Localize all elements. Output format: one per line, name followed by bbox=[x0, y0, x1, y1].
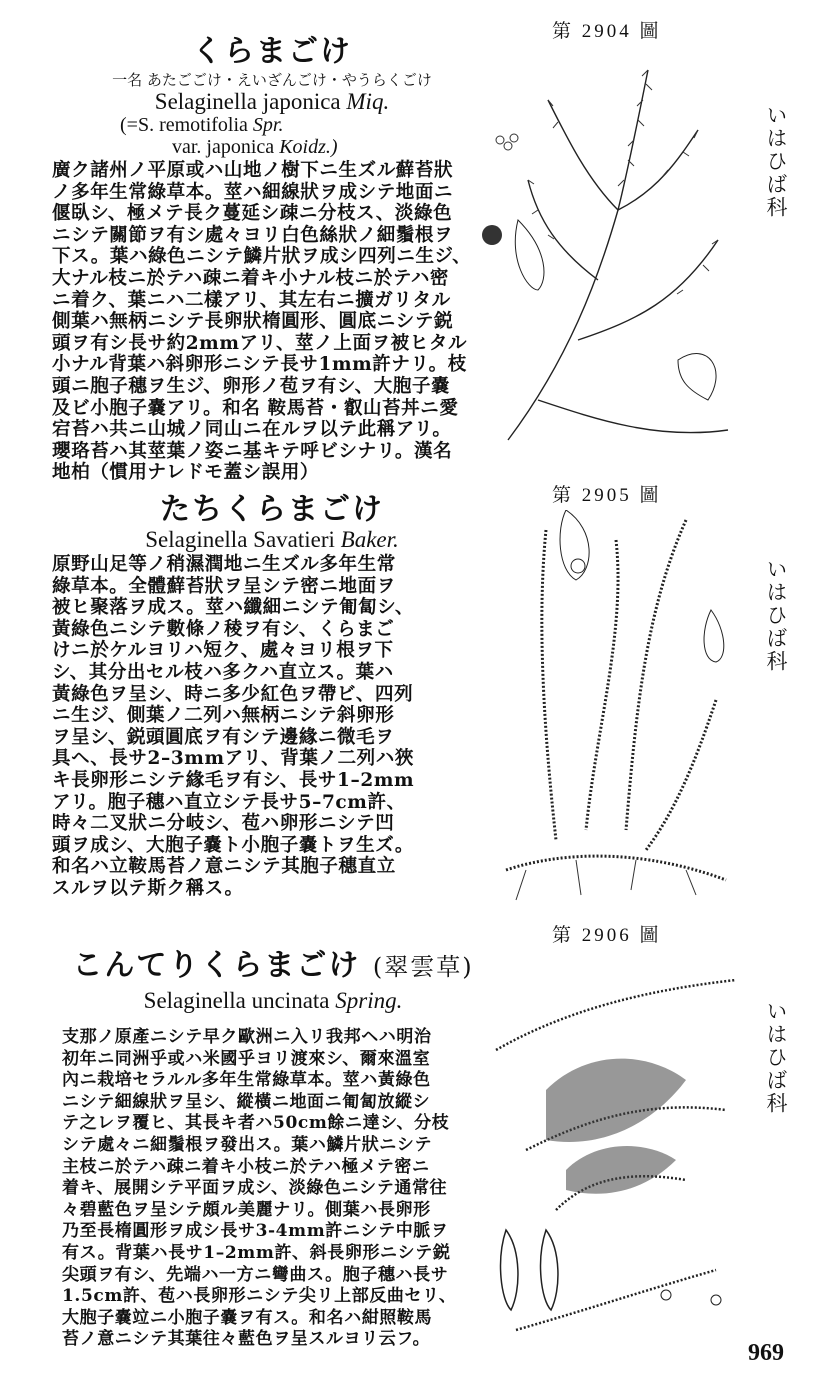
body-line: 被ヒ聚落ヲ成ス。莖ハ纖細ニシテ匍匐シ、 bbox=[52, 597, 414, 619]
plant-illustration-2905 bbox=[486, 510, 746, 910]
synonym-author: Spr. bbox=[252, 114, 284, 136]
body-line: 乃至長楕圓形ヲ成シ長サ3-4mm許ニシテ中脈ヲ bbox=[62, 1221, 449, 1242]
entry-title bbox=[50, 948, 496, 985]
body-line: 主枝ニ於テハ疎ニ着キ小枝ニ於テハ極メテ密ニ bbox=[62, 1156, 430, 1177]
body-line: ニシテ細線狀ヲ呈シ、縱橫ニ地面ニ匍匐放縱シ bbox=[62, 1091, 431, 1112]
synonym-author: Koidz.) bbox=[279, 136, 338, 158]
page-number: 969 bbox=[748, 1340, 784, 1366]
body-line: 和名ハ立鞍馬苔ノ意ニシテ其胞子穗直立 bbox=[52, 856, 396, 878]
body-line: シ、其分出セル枝ハ多クハ直立ス。葉ハ bbox=[52, 661, 394, 683]
synonym-text: (=S. remotifolia bbox=[120, 114, 248, 136]
body-line: 1.5cm許、苞ハ長卵形ニシテ尖リ上部反曲セリ、 bbox=[62, 1286, 457, 1307]
body-line: 初年ニ同洲乎或ハ米國乎ヨリ渡來シ、爾來溫室 bbox=[62, 1048, 431, 1069]
body-line: 頭ヲ有シ長サ約2mmアリ、莖ノ上面ヲ被ヒタル bbox=[52, 332, 468, 354]
body-line: 々碧藍色ヲ呈シテ頗ル美麗ナリ。側葉ハ長卵形 bbox=[62, 1199, 431, 1220]
entry-title: くらまごけ bbox=[192, 34, 352, 69]
body-line: 宕苔ハ共ニ山城ノ同山ニ在ルヲ以テ此稱アリ。 bbox=[52, 419, 452, 441]
sci-author: Baker. bbox=[340, 527, 399, 552]
entry-tachikuramagoke bbox=[52, 492, 492, 900]
scientific-name bbox=[52, 90, 492, 114]
body-line: ノ多年生常綠草本。莖ハ細線狀ヲ成シテ地面ニ bbox=[52, 181, 454, 203]
body-line: 黃綠色ヲ呈シ、時ニ多少紅色ヲ帶ビ、四列 bbox=[52, 683, 414, 705]
alternate-names: 一名 あたごごけ・えいざんごけ・やうらくごけ bbox=[112, 71, 432, 89]
title-kanji: (翠雲草) bbox=[372, 953, 474, 981]
body-line: 原野山足等ノ稍濕潤地ニ生ズル多年生常 bbox=[52, 554, 396, 575]
body-line: 具ヘ、長サ2–3mmアリ、背葉ノ二列ハ狹 bbox=[52, 748, 414, 770]
body-line: シテ處々ニ細鬚根ヲ發出ス。葉ハ鱗片狀ニシテ bbox=[62, 1134, 433, 1155]
body-line: 偃臥シ、極メテ長ク蔓延シ疎ニ分枝ス、淡綠色 bbox=[52, 203, 453, 225]
plant-illustration-2904 bbox=[478, 60, 748, 460]
body-line: 有ス。背葉ハ長サ1–2mm許、斜長卵形ニシテ鋭 bbox=[62, 1242, 451, 1263]
body-line: テ之レヲ覆ヒ、其長キ者ハ50cm餘ニ達シ、分枝 bbox=[62, 1113, 450, 1134]
body-line: 大ナル枝ニ於テハ疎ニ着キ小ナル枝ニ於テハ密 bbox=[52, 267, 450, 289]
body-line: 綠草本。全體蘚苔狀ヲ呈シテ密ニ地面ヲ bbox=[52, 575, 396, 597]
entry-body bbox=[52, 554, 492, 900]
sci-name: Selaginella uncinata bbox=[143, 988, 330, 1013]
figure-label-2904: 第 2904 圖 bbox=[552, 21, 662, 42]
synonym-1 bbox=[52, 114, 492, 136]
family-label: いはひば科 bbox=[764, 1000, 788, 1115]
entry-kuramagoke bbox=[52, 34, 492, 484]
body-line: 小ナル背葉ハ斜卵形ニシテ長サ1mm許ナリ。枝 bbox=[52, 354, 467, 376]
body-line: 廣ク諸州ノ平原或ハ山地ノ樹下ニ生ズル蘚苔狀 bbox=[52, 160, 454, 181]
entry-konterikuramagoke bbox=[50, 948, 496, 1351]
family-label: いはひば科 bbox=[764, 558, 788, 673]
body-line: 地柏（慣用ナレドモ蓋シ誤用） bbox=[52, 462, 320, 484]
body-line: 苔ノ意ニシテ其葉往々藍色ヲ呈スルヨリ云フ。 bbox=[62, 1329, 431, 1350]
body-line: 大胞子嚢竝ニ小胞子嚢ヲ有ス。和名ハ紺照鞍馬 bbox=[62, 1307, 433, 1328]
body-line: ニシテ關節ヲ有シ處々ヨリ白色絲狀ノ細鬚根ヲ bbox=[52, 224, 454, 246]
body-line: 側葉ハ無柄ニシテ長卵狀楕圓形、圓底ニシテ鋭 bbox=[52, 311, 454, 333]
sci-author: Miq. bbox=[346, 89, 390, 114]
sci-author: Spring. bbox=[335, 988, 403, 1013]
sci-name: Selaginella Savatieri bbox=[145, 527, 335, 552]
synonym-2 bbox=[52, 136, 492, 158]
entry-title: たちくらまごけ bbox=[160, 492, 384, 527]
body-line: ニ着ク、葉ニハ二樣アリ、其左右ニ擴ガリタル bbox=[52, 289, 451, 311]
body-line: 瓔珞苔ハ其莖葉ノ姿ニ基キテ呼ビシナリ。漢名 bbox=[52, 440, 453, 462]
entry-body bbox=[52, 160, 492, 484]
body-line: ニ生ジ、側葉ノ二列ハ無柄ニシテ斜卵形 bbox=[52, 705, 395, 727]
plant-illustration-2906 bbox=[486, 950, 746, 1340]
body-line: 下ス。葉ハ綠色ニシテ鱗片狀ヲ成シ四列ニ生ジ、 bbox=[52, 246, 472, 268]
body-line: スルヲ以テ斯ク稱ス。 bbox=[52, 877, 244, 899]
entry-body bbox=[50, 1027, 496, 1351]
body-line: 支那ノ原產ニシテ早ク歐洲ニ入リ我邦ヘハ明治 bbox=[62, 1027, 432, 1047]
scientific-name bbox=[52, 528, 492, 552]
body-line: アリ。胞子穗ハ直立シテ長サ5–7cm許、 bbox=[52, 791, 406, 813]
figure-label-2905: 第 2905 圖 bbox=[552, 485, 662, 506]
body-line: 內ニ栽培セラルル多年生常綠草本。莖ハ黃綠色 bbox=[62, 1070, 431, 1091]
scientific-name bbox=[50, 989, 496, 1013]
body-line: 黃綠色ニシテ數條ノ稜ヲ有シ、くらまご bbox=[52, 618, 395, 640]
body-line: 及ビ小胞子嚢アリ。和名 鞍馬苔・叡山苔丼ニ愛 bbox=[52, 397, 459, 419]
family-label: いはひば科 bbox=[764, 104, 788, 219]
body-line: ヲ呈シ、鋭頭圓底ヲ有シテ邊緣ニ微毛ヲ bbox=[52, 726, 395, 748]
body-line: 尖頭ヲ有シ、先端ハ一方ニ彎曲ス。胞子穗ハ長サ bbox=[62, 1264, 449, 1285]
title-kana: こんてりくらまごけ bbox=[72, 948, 361, 983]
body-line: けニ於ケルヨリハ短ク、處々ヨリ根ヲ下 bbox=[52, 640, 394, 662]
body-line: 頭ヲ成シ、大胞子嚢ト小胞子嚢トヲ生ズ。 bbox=[52, 834, 414, 856]
sci-name: Selaginella japonica bbox=[154, 89, 341, 114]
body-line: 時々二叉狀ニ分岐シ、苞ハ卵形ニシテ凹 bbox=[52, 813, 395, 835]
body-line: 頭ニ胞子穗ヲ生ジ、卵形ノ苞ヲ有シ、大胞子嚢 bbox=[52, 375, 451, 397]
synonym-text: var. japonica bbox=[172, 136, 275, 158]
figure-label-2906: 第 2906 圖 bbox=[552, 925, 662, 946]
body-line: 着キ、展開シテ平面ヲ成シ、淡綠色ニシテ通常往 bbox=[62, 1178, 448, 1199]
body-line: キ長卵形ニシテ緣毛ヲ有シ、長サ1–2mm bbox=[52, 769, 415, 791]
